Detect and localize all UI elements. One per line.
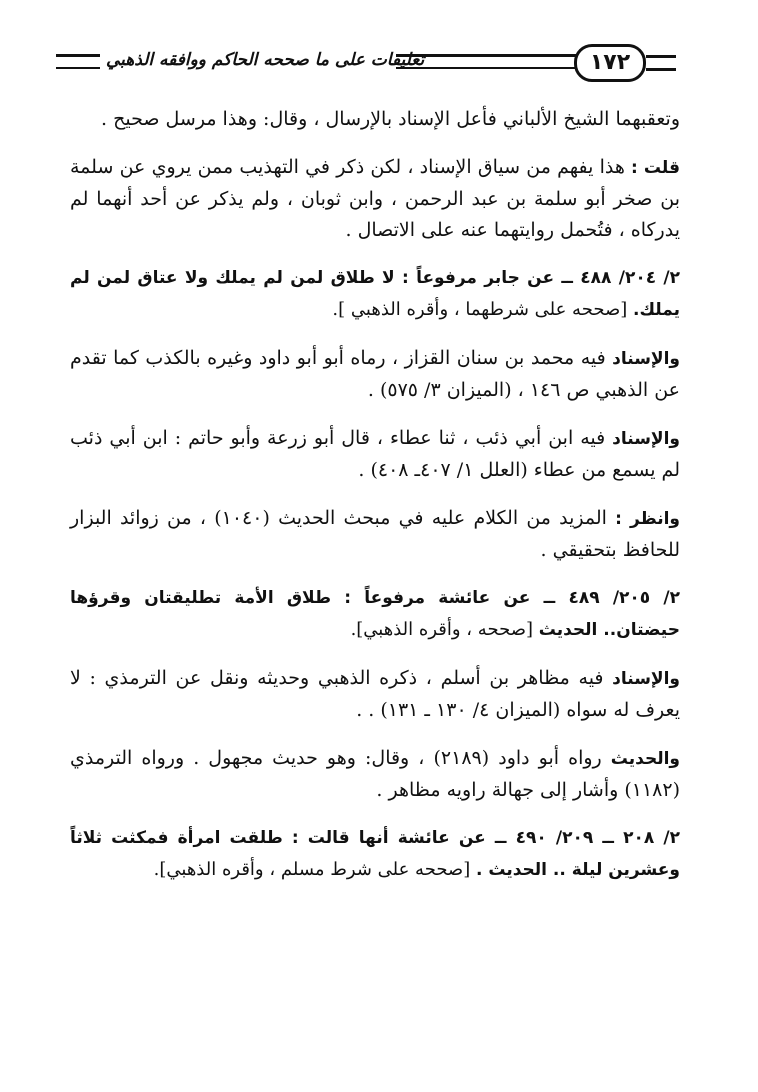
- paragraph: [70, 503, 680, 566]
- paragraph-text: المزيد من الكلام عليه في مبحث الحديث (١٠٤٠) ، من زوائد البزار للحافظ بتحقيقي .: [70, 507, 680, 561]
- paragraph-lead: قلت :: [631, 158, 680, 178]
- paragraph: [70, 423, 680, 486]
- paragraph-text: فيه محمد بن سنان القزاز ، رماه أبو أبو داود وغيره بالكذب كما تقدم عن الذهبي ص ١٤٦ ، (الميزان ٣/ ٥٧٥) .: [70, 347, 680, 401]
- paragraph-text: وتعقبهما الشيخ الألباني فأعل الإسناد بالإرسال ، وقال: وهذا مرسل صحيح .: [101, 108, 680, 130]
- hadith-entry: [70, 823, 680, 886]
- entry-verdict: [صححه على شرط مسلم ، وأقره الذهبي].: [153, 859, 476, 880]
- entry-heading: ٢/ ٢٠٥/ ٤٨٩ ــ عن عائشة مرفوعاً : طلاق الأمة تطليقتان وقرؤها حيضتان.. الحديث: [70, 588, 680, 640]
- paragraph: [70, 343, 680, 406]
- paragraph-lead: والإسناد: [612, 349, 680, 369]
- header-rule: [396, 54, 582, 69]
- entry-verdict: [صححه على شرطهما ، وأقره الذهبي ].: [332, 299, 633, 320]
- running-title: تعليقات على ما صححه الحاكم ووافقه الذهبي: [106, 50, 425, 70]
- paragraph: [70, 152, 680, 246]
- header-rule-left: [56, 54, 100, 69]
- paragraph: [70, 743, 680, 806]
- hadith-entry: [70, 263, 680, 326]
- paragraph-text: فيه مظاهر بن أسلم ، ذكره الذهبي وحديثه ونقل عن الترمذي : لا يعرف له سواه (الميزان ٤/ ١٣٠ ـ ١٣١) . .: [70, 667, 680, 721]
- paragraph: [70, 663, 680, 726]
- page-number: ١٧٢: [574, 44, 646, 82]
- paragraph-text: رواه أبو داود (٢١٨٩) ، وقال: وهو حديث مجهول . ورواه الترمذي (١١٨٢) وأشار إلى جهالة راويه مظاهر .: [70, 747, 680, 801]
- page-header: [56, 40, 676, 88]
- paragraph-text: فيه ابن أبي ذئب ، ثنا عطاء ، قال أبو زرعة وأبو حاتم : ابن أبي ذئب لم يسمع من عطاء (العلل ١/ ٤٠٧ـ ٤٠٨) .: [70, 427, 680, 481]
- paragraph-lead: والإسناد: [612, 669, 680, 689]
- entry-verdict: [صححه ، وأقره الذهبي].: [350, 619, 539, 640]
- page-body: [70, 104, 680, 903]
- paragraph-lead: والإسناد: [612, 429, 680, 449]
- paragraph: [70, 104, 680, 135]
- entry-heading: ٢/ ٢٠٨ ــ ٢٠٩/ ٤٩٠ ــ عن عائشة أنها قالت : طلقت امرأة فمكثت ثلاثاً وعشرين ليلة .. الحديث .: [70, 828, 680, 880]
- paragraph-text: هذا يفهم من سياق الإسناد ، لكن ذكر في التهذيب ممن يروي عن سلمة بن صخر أبو سلمة بن عبد الرحمن ، وابن ثوبان ، ولم يذكر عن أحد أنهما لم يدركاه ، فتُحمل روايتهما عنه على الاتصال .: [70, 156, 680, 241]
- paragraph-lead: وانظر :: [615, 509, 680, 529]
- entry-heading: ٢/ ٢٠٤/ ٤٨٨ ــ عن جابر مرفوعاً : لا طلاق لمن لم يملك ولا عتاق لمن لم يملك.: [70, 268, 680, 320]
- paragraph-lead: والحديث: [610, 749, 680, 769]
- hadith-entry: [70, 583, 680, 646]
- header-rule-right: [646, 55, 676, 71]
